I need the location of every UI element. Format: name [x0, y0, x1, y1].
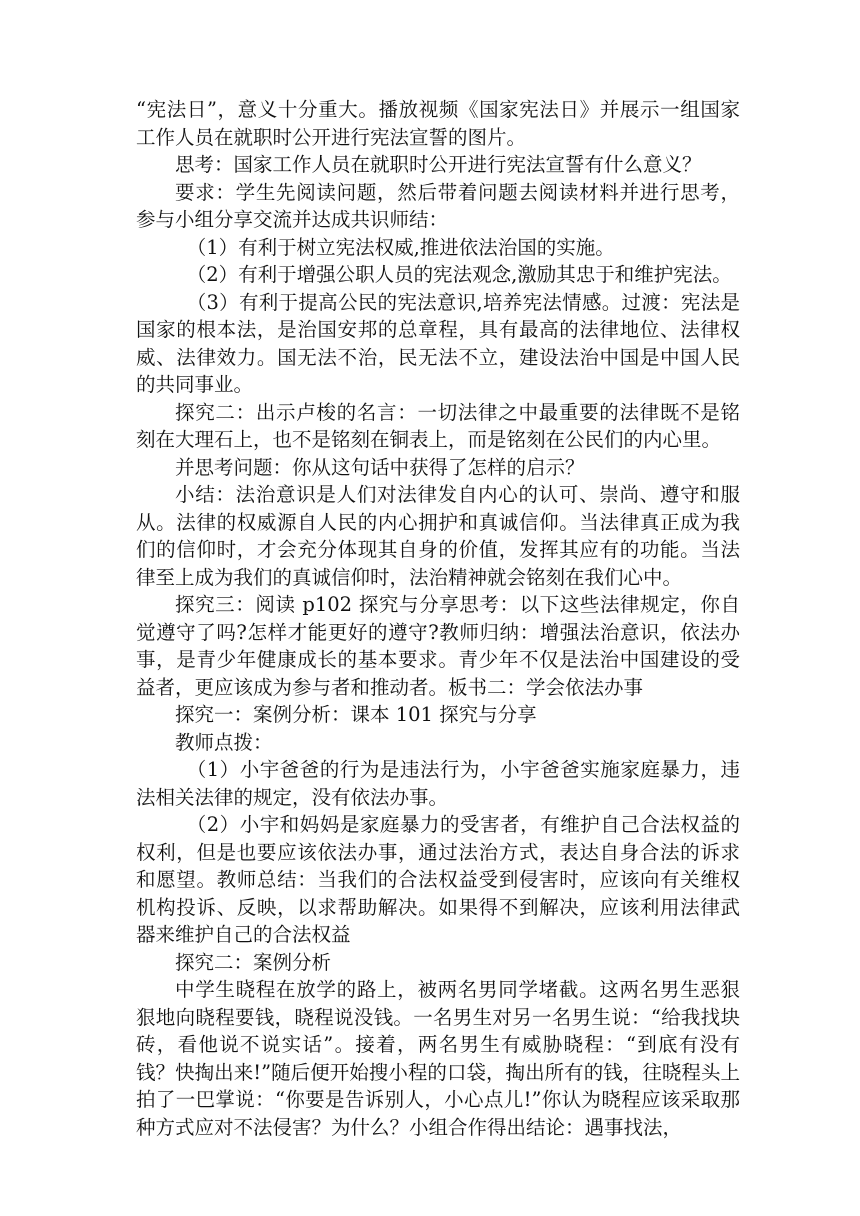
paragraph: 思考：国家工作人员在就职时公开进行宪法宣誓有什么意义？ [175, 153, 702, 176]
paragraph: 探究二：案例分析 [175, 950, 332, 974]
paragraph: 探究二：出示卢梭的名言：一切法律之中最重要的法律既不是铭刻在大理石上，也不是铭刻在铜表上，而是铭刻在公民们的内心里。 [136, 400, 740, 451]
paragraph: 探究一：案例分析：课本 101 探究与分享 [175, 703, 537, 726]
paragraph: 教师点拨： [175, 730, 273, 754]
paragraph: 探究三：阅读 p102 探究与分享思考：以下这些法律规定，你自觉遵守了吗?怎样才能更好的遵守?教师归纳：增强法治意识，依法办事，是青少年健康成长的基本要求。青少年不仅是法治中国建设的受益者，更应该成为参与者和推动者。板书二：学会依法办事 [136, 593, 740, 699]
paragraph: 小结：法治意识是人们对法律发自内心的认可、崇尚、遵守和服从。法律的权威源自人民的内心拥护和真诚信仰。当法律真正成为我们的信仰时，才会充分体现其自身的价值，发挥其应有的功能。当法律至上成为我们的真诚信仰时，法治精神就会铭刻在我们心中。 [136, 483, 740, 589]
list-item: （2）有利于增强公职人员的宪法观念,激励其忠于和维护宪法。 [186, 263, 732, 286]
list-item: （1）有利于树立宪法权威,推进依法治国的实施。 [186, 235, 615, 259]
paragraph: 中学生晓程在放学的路上，被两名男同学堵截。这两名男生恶狠狠地向晓程要钱，晓程说没钱。一名男生对另一名男生说：“给我找块砖，看他说不说实话”。接着，两名男生有威胁晓程：“到底有没有钱？快掏出来!”随后便开始搜小程的口袋，掏出所有的钱，往晓程头上拍了一巴掌说：“你要是告诉别人，小心点儿!”你认为晓程应该采取那种方式应对不法侵害？为什么？小组合作得出结论：遇事找法， [136, 978, 740, 1139]
document-body [136, 96, 740, 1141]
paragraph: 并思考问题：你从这句话中获得了怎样的启示？ [175, 455, 585, 479]
paragraph: 要求：学生先阅读问题，然后带着问题去阅读材料并进行思考，参与小组分享交流并达成共识师结： [136, 180, 740, 231]
paragraph: “宪法日”，意义十分重大。播放视频《国家宪法日》并展示一组国家工作人员在就职时公开进行宪法宣誓的图片。 [136, 98, 740, 149]
list-item: （2）小宇和妈妈是家庭暴力的受害者，有维护自己合法权益的权利，但是也要应该依法办事，通过法治方式，表达自身合法的诉求和愿望。教师总结：当我们的合法权益受到侵害时，应该向有关维权机构投诉、反映，以求帮助解决。如果得不到解决，应该利用法律武器来维护自己的合法权益 [136, 813, 740, 946]
list-item: （3）有利于提高公民的宪法意识,培养宪法情感。过渡：宪法是国家的根本法，是治国安邦的总章程，具有最高的法律地位、法律权威、法律效力。国无法不治，民无法不立，建设法治中国是中国人民的共同事业。 [136, 290, 740, 396]
list-item: （1）小宇爸爸的行为是违法行为，小宇爸爸实施家庭暴力，违法相关法律的规定，没有依法办事。 [136, 758, 740, 809]
